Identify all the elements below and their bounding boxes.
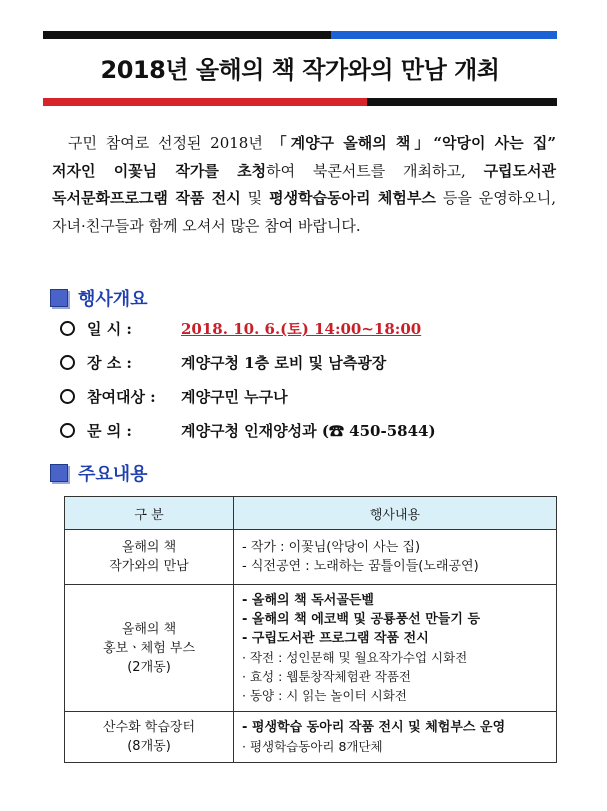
intro-booth: 평생학습동아리 체험부스: [269, 189, 436, 207]
overview-heading-label: 행사개요: [78, 289, 148, 310]
overview-row-contact: [60, 420, 436, 441]
main-heading: [50, 460, 148, 486]
intro-paragraph: [52, 130, 556, 240]
table-row: [65, 530, 557, 585]
content-line: · 작전 : 성인문해 및 월요작가수업 시화전: [242, 650, 468, 665]
category-line: (2개동): [127, 659, 171, 675]
content-line: - 구립도서관 프로그램 작품 전시: [242, 631, 429, 646]
table-header-row: [65, 497, 557, 530]
category-line: 홍보ㆍ체험 부스: [102, 640, 196, 656]
table-cell-category: [65, 712, 234, 763]
circle-bullet-icon: [60, 321, 75, 336]
table-header-content: 행사내용: [234, 497, 557, 530]
table-cell-content: [234, 585, 557, 712]
table-cell-category: [65, 530, 234, 585]
table-row: [65, 585, 557, 712]
main-heading-label: 주요내용: [78, 464, 148, 485]
overview-key: 일 시 :: [87, 320, 132, 338]
overview-heading: [50, 285, 148, 311]
table-header-category: 구 분: [65, 497, 234, 530]
table-row: [65, 712, 557, 763]
category-line: 올해의 책: [121, 621, 177, 637]
square-bullet-icon: [50, 289, 68, 307]
overview-value: 계양구청 1층 로비 및 남측광장: [181, 354, 387, 372]
overview-key: 장 소 :: [87, 354, 132, 372]
page-title: 2018년 올해의 책 작가와의 만남 개최: [100, 56, 500, 84]
circle-bullet-icon: [60, 355, 75, 370]
content-line: - 올해의 책 독서골든벨: [242, 593, 374, 608]
content-line: - 평생학습 동아리 작품 전시 및 체험부스 운영: [242, 720, 506, 735]
category-line: (8개동): [127, 739, 171, 754]
content-line: · 효성 : 웹툰창작체험관 작품전: [242, 669, 411, 684]
overview-key: 문 의 :: [87, 422, 132, 440]
content-line: - 작가 : 이꽃님(악당이 사는 집): [242, 540, 421, 555]
overview-key: 참여대상 :: [87, 388, 156, 406]
overview-value: 계양구청 인재양성과 (☎ 450-5844): [181, 422, 436, 440]
overview-row-date: [60, 318, 421, 339]
circle-bullet-icon: [60, 389, 75, 404]
bottom-color-bar: [43, 98, 557, 106]
content-line: - 식전공연 : 노래하는 꿈틀이들(노래공연): [242, 559, 479, 574]
program-table: [64, 496, 557, 763]
intro-program: 구립도서관 독서문화프로그램 작품 전시: [52, 161, 557, 207]
table-cell-category: [65, 585, 234, 712]
table-cell-content: [234, 712, 557, 763]
circle-bullet-icon: [60, 423, 75, 438]
overview-value: 계양구민 누구나: [181, 388, 288, 406]
overview-value: 2018. 10. 6.(토) 14:00~18:00: [181, 320, 422, 338]
content-line: · 동양 : 시 읽는 놀이터 시화전: [242, 688, 407, 703]
overview-row-target: [60, 386, 288, 407]
content-line: - 올해의 책 에코백 및 공룡풍선 만들기 등: [242, 612, 481, 627]
intro-part4: 등을 운영하오니, 자녀·친구들과 함께 오셔서 많은 참여 바랍니다.: [52, 189, 556, 235]
intro-part1: 구민 참여로 선정된 2018년: [68, 134, 272, 152]
intro-book: 「계양구 올해의 책」“악당이 사는 집” 저자인 이꽃님 작가를 초청: [52, 134, 556, 180]
category-line: 산수화 학습장터: [102, 720, 196, 735]
overview-row-place: [60, 352, 386, 373]
intro-part3: 및: [240, 189, 270, 207]
category-line: 올해의 책: [121, 540, 177, 555]
square-bullet-icon: [50, 464, 68, 482]
top-color-bar: [43, 31, 557, 39]
table-cell-content: [234, 530, 557, 585]
intro-part2: 하여 북콘서트를 개최하고,: [266, 161, 484, 180]
content-line: · 평생학습동아리 8개단체: [242, 739, 383, 754]
category-line: 작가와의 만남: [109, 559, 189, 574]
